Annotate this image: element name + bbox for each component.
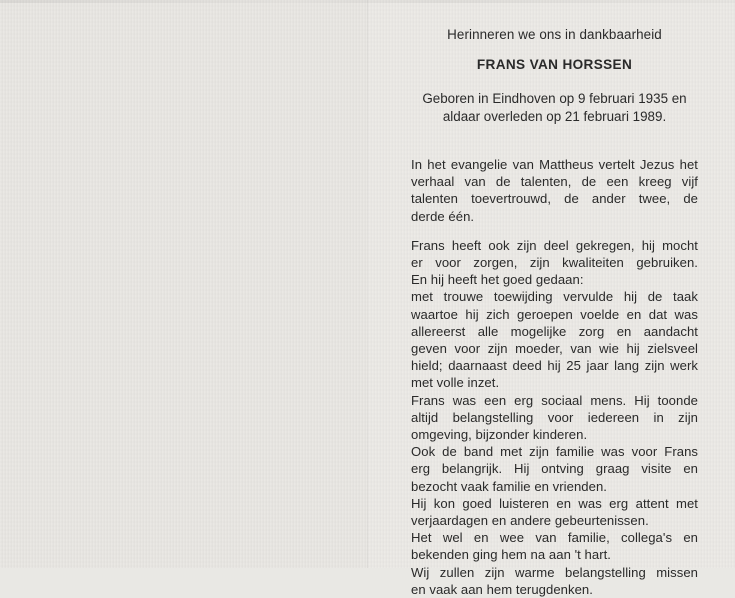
deceased-name: FRANS VAN HORSSEN <box>476 57 633 72</box>
text-line: Frans heeft ook zijn deel gekregen, hij mocht <box>411 237 698 253</box>
paragraph-gospel <box>411 156 698 225</box>
text-line: met volle inzet. <box>411 375 500 391</box>
text-line: hield; daarnaast deed hij 25 jaar lang zijn werk <box>411 358 698 374</box>
death-line: aldaar overleden op 21 februari 1989. <box>442 109 667 124</box>
birth-death-info <box>411 90 698 126</box>
text-line: Frans was een erg sociaal mens. Hij toonde <box>411 392 698 408</box>
intro-line: Herinneren we ons in dankbaarheid <box>447 27 662 42</box>
text-line: met trouwe toewijding vervulde hij de taak <box>411 289 698 305</box>
text-line: geven voor zijn moeder, van wie hij zielsveel <box>411 341 698 357</box>
paragraph-tribute <box>411 237 698 598</box>
text-line: In het evangelie van Mattheus vertelt Jezus het <box>411 157 698 172</box>
text-line: Ook de band met zijn familie was voor Frans <box>411 444 698 460</box>
text-line: bezocht vaak familie en vrienden. <box>411 478 607 494</box>
text-line: waartoe hij zich geroepen voelde en dat was <box>411 306 698 322</box>
text-line: bekenden ging hem na aan 't hart. <box>411 547 611 563</box>
text-line: en vaak aan hem terugdenken. <box>411 581 593 597</box>
text-line: talenten toevertrouwd, de ander twee, de <box>411 191 698 207</box>
text-line: derde één. <box>411 208 475 224</box>
blank-left-page <box>0 0 367 568</box>
text-line: omgeving, bijzonder kinderen. <box>411 427 588 443</box>
birth-line: Geboren in Eindhoven op 9 februari 1935 en <box>422 91 687 106</box>
fold-line <box>367 0 368 568</box>
text-line: altijd belangstelling voor iedereen in zijn <box>411 409 698 425</box>
text-line: erg belangrijk. Hij ontving graag visite en <box>411 461 698 477</box>
text-line: verjaardagen en andere gebeurtenissen. <box>411 513 649 529</box>
text-line: allereerst alle mogelijke zorg en aandacht <box>411 323 698 339</box>
text-line: verhaal van de talenten, de een kreeg vijf <box>411 174 698 190</box>
memorial-text-page <box>411 26 698 598</box>
text-line: Hij kon goed luisteren en was erg attent met <box>411 495 698 511</box>
text-line: er voor zorgen, zijn kwaliteiten gebruiken. <box>411 255 698 271</box>
text-line: En hij heeft het goed gedaan: <box>411 272 584 288</box>
text-line: Wij zullen zijn warme belangstelling missen <box>411 564 698 580</box>
text-line: Het wel en wee van familie, collega's en <box>411 530 698 546</box>
